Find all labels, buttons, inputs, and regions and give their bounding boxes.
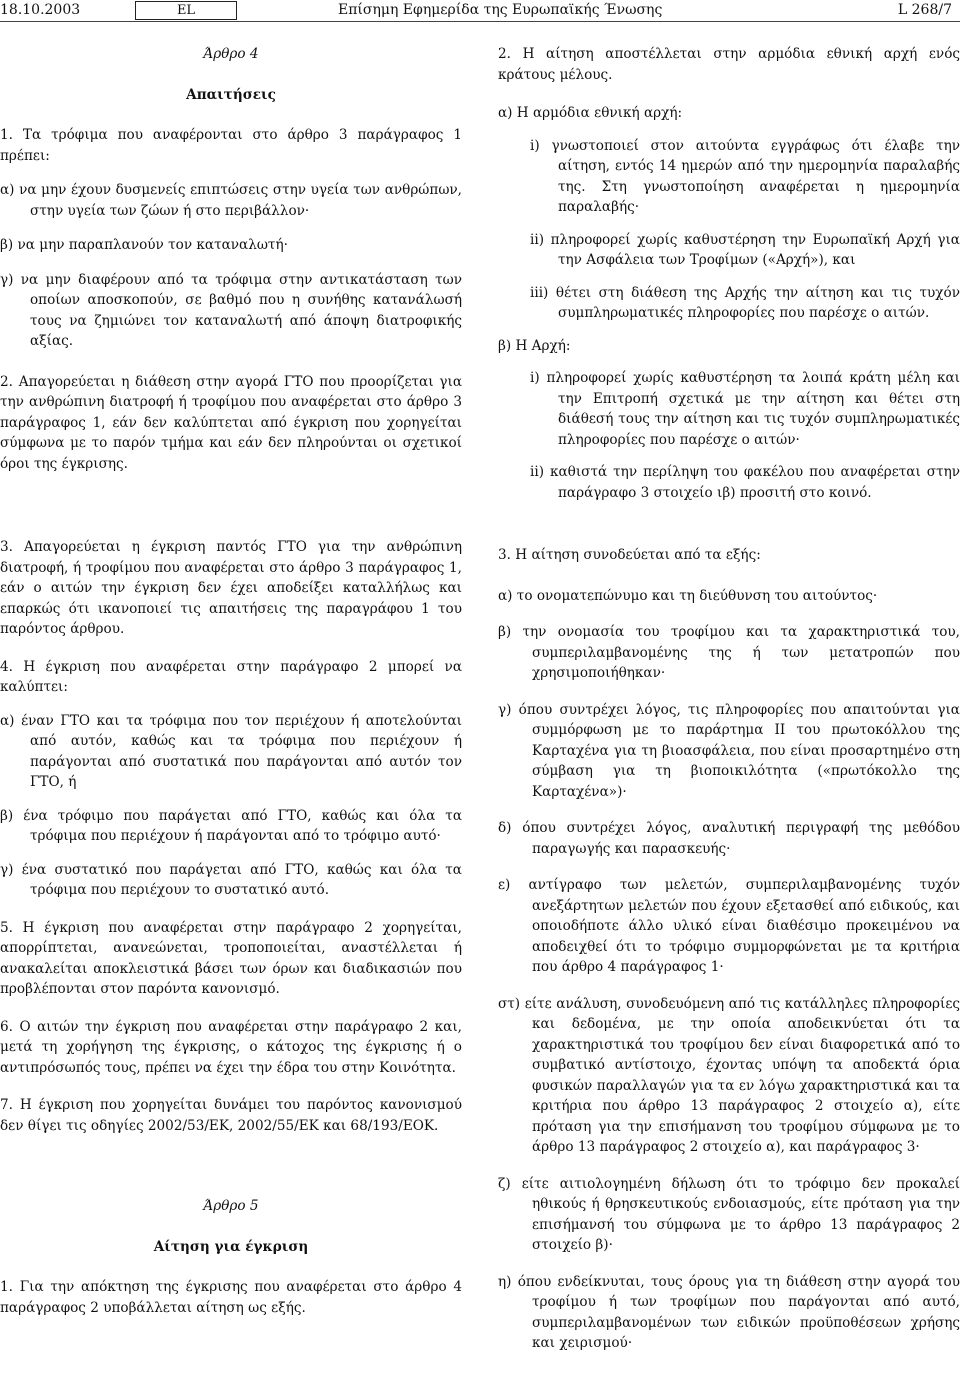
r-point-b: β) Η Αρχή: xyxy=(498,337,571,354)
r3-point-st: στ) είτε ανάλυση, συνοδευόμενη από τις κατάλληλες πληροφορίες και δεδομένα, με την οποία αποδεικνύεται ότι τα χαρακτηριστικά του τροφίμου δεν είναι διαφορετικά από το συμβατικό αντίστοιχο, έχοντας υπόψη τα αποδεκτά όρια φυσικών παραλλαγών για τα εν λόγω χαρακτηριστικά και τα κριτήρια που άρθρο 13 παράγραφος 2 στοιχείο α), είτε πρόταση για την επισήμανση του τροφίμου σύμφωνα με το άρθρο 13 παράγραφος 2 στοιχείο α), και παράγραφος 3· xyxy=(498,995,960,1155)
page-reference: L 268/7 xyxy=(897,2,952,18)
article-5-title: Αίτηση για έγκριση xyxy=(153,1238,309,1255)
right-column-top xyxy=(498,44,960,503)
a5-paragraph-1: 1. Για την απόκτηση της έγκρισης που αναφέρεται στο άρθρο 4 παράγραφος 2 υποβάλλεται αίτηση ως εξής. xyxy=(0,1279,462,1316)
point-c: γ) να μην διαφέρουν από τα τρόφιμα στην αντικατάσταση των οποίων αποσκοπούν, σε βαθμό που η συνήθης κατανάλωσή τους να ζημιώνει τον καταναλωτή από άποψη διατροφικής αξίας. xyxy=(0,271,462,349)
r3-point-b: β) την ονομασία του τροφίμου και τα χαρακτηριστικά του, συμπεριλαμβανομένης της ή των μετατροπών που χρησιμοποιήθηκαν· xyxy=(498,624,960,681)
r-paragraph-2: 2. Η αίτηση αποστέλλεται στην αρμόδια εθνική αρχή ενός κράτους μέλους. xyxy=(498,46,960,83)
point-b: β) να μην παραπλανούν τον καταναλωτή· xyxy=(0,237,288,253)
page-header xyxy=(0,0,960,20)
r-b-sub-ii: ii) καθιστά την περίληψη του φακέλου που αναφέρεται στην παράγραφο 3 στοιχείο ιβ) προσιτή στο κοινό. xyxy=(530,464,960,501)
r-sub-i: i) γνωστοποιεί στον αιτούντα εγγράφως ότι έλαβε την αίτηση, εντός 14 ημερών από την ημερομηνία παραλαβής της. Στη γνωστοποίηση αναφέρεται η ημερομηνία παραλαβής· xyxy=(530,137,960,215)
header-rule xyxy=(0,21,960,22)
paragraph-1: 1. Τα τρόφιμα που αναφέρονται στο άρθρο 3 παράγραφος 1 πρέπει: xyxy=(0,127,462,164)
point-a: α) να μην έχουν δυσμενείς επιπτώσεις στην υγεία των ανθρώπων, στην υγεία των ζώων ή στο περιβάλλον· xyxy=(0,182,462,219)
left-column-top xyxy=(0,44,462,474)
journal-title: Επίσημη Εφημερίδα της Ευρωπαϊκής Ένωσης xyxy=(338,2,663,18)
p4-point-b: β) ένα τρόφιμο που παράγεται από ΓΤΟ, καθώς και όλα τα τρόφιμα που περιέχουν ή παράγονται από το τρόφιμο αυτό· xyxy=(0,807,462,844)
r3-point-c: γ) όπου συντρέχει λόγος, τις πληροφορίες που απαιτούνται για συμμόρφωση με το παράρτημα ΙΙ του πρωτοκόλλου της Καρταχένα για τη βιοασφάλεια, που είναι προσαρτημένο στη σύμβαση για τη βιοποικιλότητα («πρωτόκολλο της Καρταχένα»)· xyxy=(498,701,960,800)
paragraph-7: 7. Η έγκριση που χορηγείται δυνάμει του παρόντος κανονισμού δεν θίγει τις οδηγίες 2002/53/ΕΚ, 2002/55/ΕΚ και 68/193/ΕΟΚ. xyxy=(0,1097,462,1134)
paragraph-2: 2. Απαγορεύεται η διάθεση στην αγορά ΓΤΟ που προορίζεται για την ανθρώπινη διατροφή ή τροφίμου που αναφέρεται στο άρθρο 3 παράγραφος 1, εάν δεν καλύπτεται από έγκριση που χορηγείται σύμφωνα με το παρόν τμήμα και εάν δεν πληρούνται οι σχετικοί όροι της έγκρισης. xyxy=(0,373,462,472)
r-point-a: α) Η αρμόδια εθνική αρχή: xyxy=(498,105,683,121)
paragraph-3: 3. Απαγορεύεται η έγκριση παντός ΓΤΟ για την ανθρώπινη διατροφή, ή τροφίμου που αναφέρεται στο άρθρο 3 παράγραφος 1, εάν ο αιτών την έγκριση δεν έχει αποδείξει καταλλήλως και επαρκώς ότι ικανοποιεί τις απαιτήσεις της παραγράφου 1 του παρόντος άρθρου. xyxy=(0,539,462,637)
r3-point-i: η) όπου ενδείκνυται, τους όρους για τη διάθεση στην αγορά του τροφίμου ή των τροφίμων που παράγονται από αυτό, συμπεριλαμβανομένων των ειδικών προϋποθέσεων χρήσης και χειρισμού· xyxy=(498,1273,960,1351)
r3-point-a: α) το ονοματεπώνυμο και τη διεύθυνση του αιτούντος· xyxy=(498,587,878,604)
right-column-bottom xyxy=(498,545,960,1354)
r-b-sub-i: i) πληροφορεί χωρίς καθυστέρηση τα λοιπά κράτη μέλη και την Επιτροπή σχετικά με την αίτηση και θέτει στη διάθεσή τους την αίτηση και τις τυχόν συμπληρωματικές πληροφορίες που παρέσχε ο αιτών· xyxy=(530,370,960,448)
r3-point-d: δ) όπου συντρέχει λόγος, αναλυτική περιγραφή της μεθόδου παραγωγής και παρασκευής· xyxy=(498,820,960,857)
r3-point-e: ε) αντίγραφο των μελετών, συμπεριλαμβανομένης τυχόν ανεξάρτητων μελετών που έχουν εξετασθεί από ειδικούς, και οποιοδήποτε άλλο υλικό είναι διαθέσιμο προκειμένου να αποδειχθεί ότι το τρόφιμο συμμορφώνεται με τα κριτήρια που άρθρο 4 παράγραφος 1· xyxy=(498,877,960,975)
article-5-heading: Άρθρο 5 xyxy=(203,1198,259,1214)
article-4-heading: Άρθρο 4 xyxy=(203,46,259,62)
language-box: EL xyxy=(135,1,237,20)
p4-point-c: γ) ένα συστατικό που παράγεται από ΓΤΟ, καθώς και όλα τα τρόφιμα που περιέχουν το συστατικό αυτό. xyxy=(0,861,462,898)
paragraph-5: 5. Η έγκριση που αναφέρεται στην παράγραφο 2 χορηγείται, απορρίπτεται, ανανεώνεται, τροποποιείται, αναστέλλεται ή ανακαλείται αποκλειστικά βάσει των όρων και διαδικασιών που προβλέπονται στον παρόντα κανονισμό. xyxy=(0,919,462,997)
r3-point-z: ζ) είτε αιτιολογημένη δήλωση ότι το τρόφιμο δεν προκαλεί ηθικούς ή θρησκευτικούς ενδοιασμούς, είτε πρόταση για την επισήμανσή του σύμφωνα με το άρθρο 13 παράγραφος 2 στοιχείο β)· xyxy=(498,1175,960,1253)
header-date: 18.10.2003 xyxy=(0,2,81,18)
p4-point-a: α) έναν ΓΤΟ και τα τρόφιμα που τον περιέχουν ή αποτελούνται από αυτόν, καθώς και τα τρόφιμα που περιέχουν ή παράγονται από συστατικά που παράγονται από αυτόν τον ΓΤΟ, ή xyxy=(0,712,462,790)
left-column-bottom xyxy=(0,537,462,1318)
r-sub-iii: iii) θέτει στη διάθεση της Αρχής την αίτηση και τις τυχόν συμπληρωματικές πληροφορίες που παρέσχε ο αιτών. xyxy=(530,284,960,321)
r-paragraph-3: 3. Η αίτηση συνοδεύεται από τα εξής: xyxy=(498,547,761,563)
r-sub-ii: ii) πληροφορεί χωρίς καθυστέρηση την Ευρωπαϊκή Αρχή για την Ασφάλεια των Τροφίμων («Αρχή»), και xyxy=(530,231,960,268)
paragraph-6: 6. Ο αιτών την έγκριση που αναφέρεται στην παράγραφο 2 και, μετά τη χορήγηση της έγκρισης, ο κάτοχος της έγκρισης ή ο αντιπρόσωπός τους, πρέπει να έχει την έδρα του στην Κοινότητα. xyxy=(0,1018,462,1076)
article-4-title: Απαιτήσεις xyxy=(186,86,276,103)
paragraph-4: 4. Η έγκριση που αναφέρεται στην παράγραφο 2 μπορεί να καλύπτει: xyxy=(0,658,462,695)
